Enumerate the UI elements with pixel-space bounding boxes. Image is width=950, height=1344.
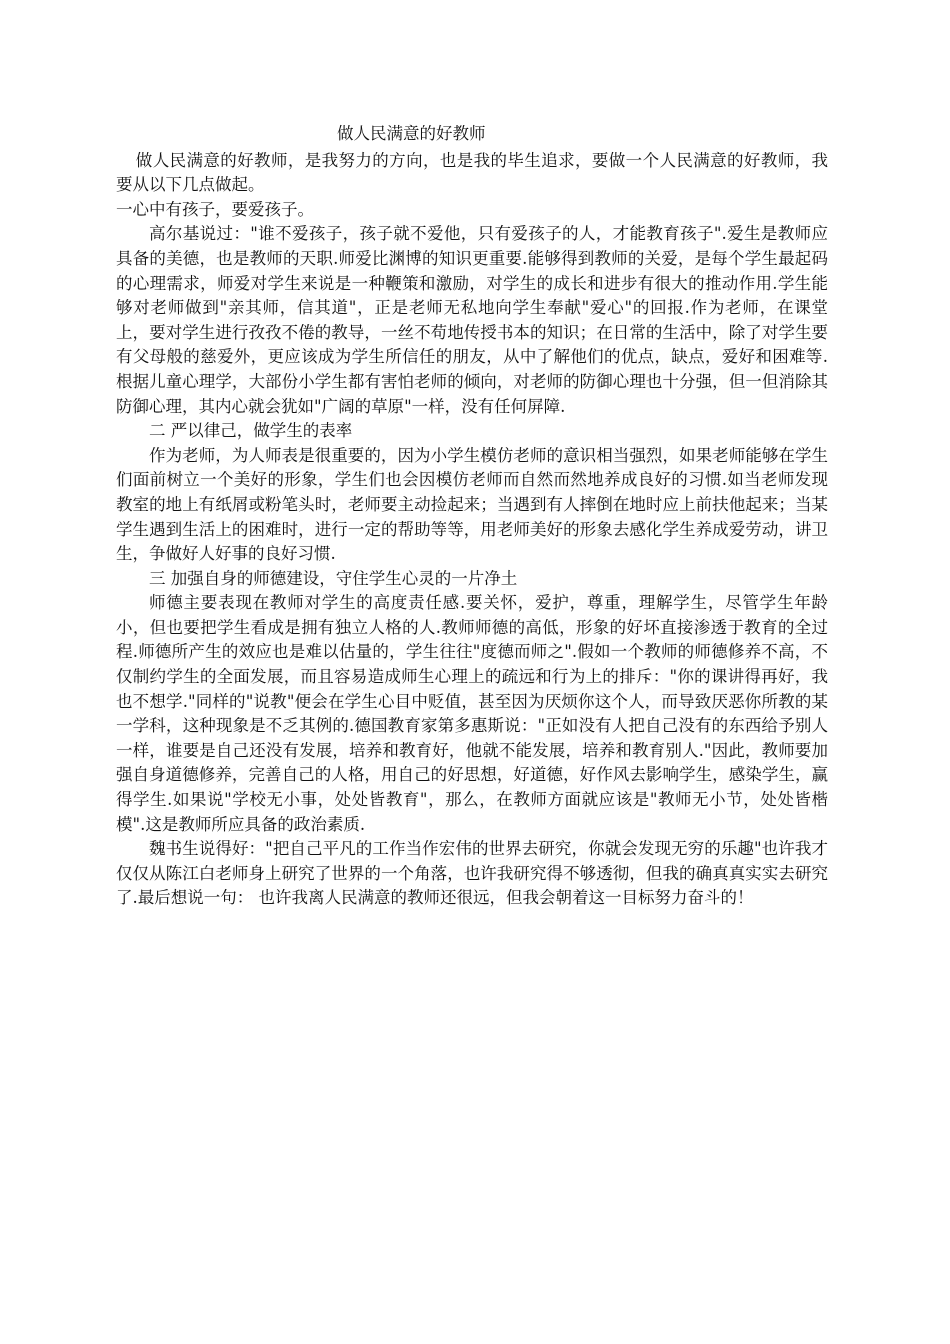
section-heading-1: 一心中有孩子，要爱孩子。 (116, 199, 314, 219)
intro-paragraph: 做人民满意的好教师，是我努力的方向，也是我的毕生追求，要做一个人民满意的好教师，我要从以下几点做起。 (116, 150, 828, 195)
section-heading-3: 三 加强自身的师德建设，守住学生心灵的一片净土 (149, 568, 518, 588)
section-heading-2: 二 严以律己，做学生的表率 (149, 421, 353, 441)
body-paragraph-1: 高尔基说过："谁不爱孩子，孩子就不爱他，只有爱孩子的人，才能教育孩子".爱生是教师应具备的美德，也是教师的天职.师爱比渊博的知识更重要.能够得到教师的关爱，是每个学生最起码的心理需求，师爱对学生来说是一种鞭策和激励，对学生的成长和进步有很大的推动作用.学生能够对老师做到"亲其师，信其道"，正是老师无私地向学生奉献"爱心"的回报.作为老师，在课堂上，要对学生进行孜孜不倦的教导，一丝不苟地传授书本的知识；在日常的生活中，除了对学生要有父母般的慈爱外，更应该成为学生所信任的朋友，从中了解他们的优点，缺点，爱好和困难等.根据儿童心理学，大部份小学生都有害怕老师的倾向，对老师的防御心理也十分强，但一但消除其防御心理，其内心就会犹如"广阔的草原"一样，没有任何屏障. (116, 224, 828, 416)
document-page (116, 118, 828, 911)
body-paragraph-2: 作为老师，为人师表是很重要的，因为小学生模仿老师的意识相当强烈，如果老师能够在学生们面前树立一个美好的形象，学生们也会因模仿老师而自然而然地养成良好的习惯.如当老师发现教室的地上有纸屑或粉笔头时，老师要主动捡起来；当遇到有人摔倒在地时应上前扶他起来；当某学生遇到生活上的困难时，进行一定的帮助等等，用老师美好的形象去感化学生养成爱劳动，讲卫生，争做好人好事的良好习惯. (116, 445, 828, 564)
document-title: 做人民满意的好教师 (337, 124, 486, 143)
body-paragraph-3: 师德主要表现在教师对学生的高度责任感.要关怀，爱护，尊重，理解学生，尽管学生年龄小，但也要把学生看成是拥有独立人格的人.教师师德的高低，形象的好坏直接渗透于教育的全过程.师德所产生的效应也是难以估量的，学生往往"度德而师之".假如一个教师的师德修养不高，不仅制约学生的全面发展，而且容易造成师生心理上的疏远和行为上的排斥："你的课讲得再好，我也不想学."同样的"说教"便会在学生心目中贬值，甚至因为厌烦你这个人，而导致厌恶你所教的某一学科，这种现象是不乏其例的.德国教育家第多惠斯说："正如没有人把自己没有的东西给予别人一样，谁要是自己还没有发展，培养和教育好，他就不能发展，培养和教育别人."因此，教师要加强自身道德修养，完善自己的人格，用自己的好思想，好道德，好作风去影响学生，感染学生，赢得学生.如果说"学校无小事，处处皆教育"，那么，在教师方面就应该是"教师无小节，处处皆楷模".这是教师所应具备的政治素质. (116, 593, 828, 834)
closing-paragraph: 魏书生说得好："把自己平凡的工作当作宏伟的世界去研究，你就会发现无穷的乐趣"也许我才仅仅从陈江白老师身上研究了世界的一个角落，也许我研究得不够透彻，但我的确真真实实去研究了.最后想说一句： 也许我离人民满意的教师还很远，但我会朝着这一目标努力奋斗的！ (116, 839, 828, 908)
